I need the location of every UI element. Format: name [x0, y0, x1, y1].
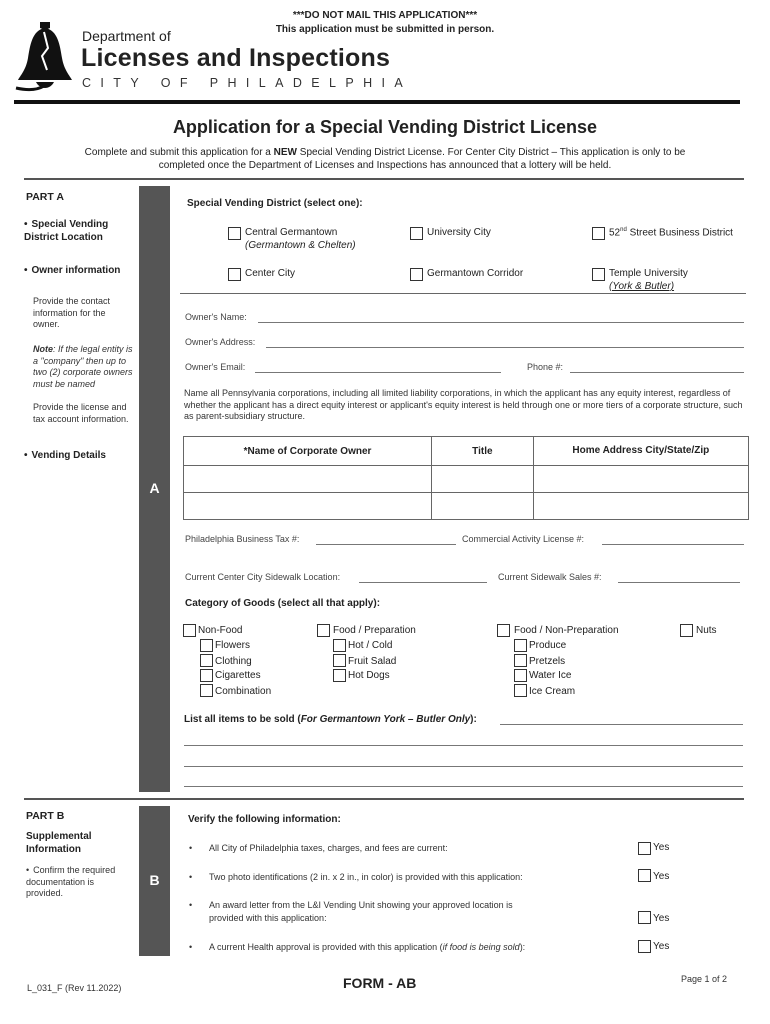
part-a-bottom-rule [24, 798, 744, 800]
intro-rule [24, 178, 744, 180]
supplemental-help: • Confirm the required documentation is provided. [26, 865, 122, 900]
sidebar-owner-info: • Owner information [24, 265, 120, 276]
verify-bullet: • [189, 942, 193, 952]
non-food-label: Non-Food [198, 625, 243, 636]
owner-email-label: Owner's Email: [185, 362, 246, 372]
table-row [184, 466, 749, 493]
dept-name: Licenses and Inspections [81, 44, 391, 72]
intro-text: Complete and submit this application for a NEW Special Vending District License. For Center City District – This application is only to be [84, 147, 686, 158]
verify-bullet: • [189, 872, 193, 882]
city-label: CITY OF PHILADELPHIA [82, 76, 413, 90]
business-tax-field[interactable] [316, 544, 456, 545]
hot-dogs-checkbox[interactable] [333, 669, 346, 682]
part-b-label: PART B [26, 810, 65, 822]
food-non-preparation-label: Food / Non-Preparation [514, 625, 619, 636]
hot-cold-label: Hot / Cold [348, 640, 393, 651]
license-help-text: Provide the license and tax account information. [33, 402, 129, 424]
table-cell[interactable] [432, 466, 534, 493]
verify-heading: Verify the following information: [188, 814, 341, 825]
page-number: Page 1 of 2 [681, 974, 728, 984]
verify-bullet: • [189, 843, 193, 853]
combination-label: Combination [215, 686, 272, 697]
verify-health-text: A current Health approval is provided with this application (if food is being sold): [209, 942, 526, 952]
taxes-yes-label: Yes [653, 842, 670, 853]
table-cell[interactable] [184, 466, 432, 493]
items-line-1[interactable] [500, 724, 743, 725]
cigarettes-checkbox[interactable] [200, 669, 213, 682]
goods-heading: Category of Goods (select all that apply): [185, 598, 381, 609]
central-germantown-label: Central Germantown [245, 227, 338, 238]
intro-text-line2: completed once the Department of Licenses and Inspections has announced that a lottery will be held. [158, 160, 612, 171]
nuts-label: Nuts [696, 625, 717, 636]
center-city-checkbox[interactable] [228, 268, 241, 281]
central-germantown-checkbox[interactable] [228, 227, 241, 240]
verify-bullet: • [189, 900, 193, 910]
dept-of-label: Department of [82, 28, 171, 44]
table-cell[interactable] [184, 493, 432, 520]
owner-address-label: Owner's Address: [185, 337, 256, 347]
pretzels-label: Pretzels [529, 656, 566, 667]
table-cell[interactable] [533, 493, 748, 520]
water-ice-checkbox[interactable] [514, 669, 527, 682]
owner-address-field[interactable] [266, 347, 744, 348]
hot-dogs-label: Hot Dogs [348, 670, 390, 681]
corporation-note: Name all Pennsylvania corporations, including all limited liability corporations, in which the applicant has any equity interest, regardless of whether the applicant has a direct equity interest or applicant's equity interest is held through one or more tiers of a corporate structure, such as parent-subsidiary structure. [184, 388, 743, 421]
district-rule [180, 293, 746, 294]
clothing-label: Clothing [215, 656, 252, 667]
central-germantown-sub: (Germantown & Chelten) [245, 240, 356, 251]
supplemental-heading: Supplemental Information [26, 831, 92, 855]
verify-award-text: An award letter from the L&I Vending Unit showing your approved location is [209, 900, 513, 910]
hot-cold-checkbox[interactable] [333, 639, 346, 652]
award-letter-yes-label: Yes [653, 913, 670, 924]
university-city-label: University City [427, 227, 491, 238]
clothing-checkbox[interactable] [200, 654, 213, 667]
food-non-preparation-checkbox[interactable] [497, 624, 510, 637]
sidebar-vending-details: • Vending Details [24, 450, 106, 461]
table-cell[interactable] [432, 493, 534, 520]
ice-cream-checkbox[interactable] [514, 684, 527, 697]
flowers-label: Flowers [215, 640, 251, 651]
col-header-corporate-owner: *Name of Corporate Owner [184, 437, 432, 466]
health-approval-checkbox[interactable] [638, 940, 651, 953]
commercial-license-label: Commercial Activity License #: [462, 534, 585, 544]
verify-taxes-text: All City of Philadelphia taxes, charges, and fees are current: [209, 843, 448, 853]
items-line-3[interactable] [184, 766, 743, 767]
fruit-salad-label: Fruit Salad [348, 656, 397, 667]
submit-notice: This application must be submitted in person. [275, 24, 495, 35]
temple-university-checkbox[interactable] [592, 268, 605, 281]
owner-name-field[interactable] [258, 322, 744, 323]
produce-label: Produce [529, 640, 567, 651]
col-header-title: Title [432, 437, 534, 466]
cigarettes-label: Cigarettes [215, 670, 261, 681]
temple-university-sub: (York & Butler) [609, 281, 675, 292]
sidewalk-location-field[interactable] [359, 582, 487, 583]
items-line-4[interactable] [184, 786, 743, 787]
header-rule [14, 100, 740, 104]
owner-email-field[interactable] [255, 372, 501, 373]
phone-field[interactable] [570, 372, 744, 373]
produce-checkbox[interactable] [514, 639, 527, 652]
part-a-label: PART A [26, 191, 64, 203]
fifty-second-street-checkbox[interactable] [592, 227, 605, 240]
corporate-owner-table [183, 436, 749, 520]
combination-checkbox[interactable] [200, 684, 213, 697]
photo-id-checkbox[interactable] [638, 869, 651, 882]
business-tax-label: Philadelphia Business Tax #: [185, 534, 300, 544]
center-city-label: Center City [245, 268, 296, 279]
flowers-checkbox[interactable] [200, 639, 213, 652]
temple-university-label: Temple University [609, 268, 688, 279]
col-header-home-address: Home Address City/State/Zip [533, 437, 748, 466]
fruit-salad-checkbox[interactable] [333, 654, 346, 667]
health-yes-label: Yes [653, 941, 670, 952]
ice-cream-label: Ice Cream [529, 686, 576, 697]
table-row [184, 493, 749, 520]
items-to-sell-label: List all items to be sold (For Germantown York – Butler Only): [184, 714, 477, 725]
photo-id-yes-label: Yes [653, 871, 670, 882]
verify-photo-text: Two photo identifications (2 in. x 2 in., in color) is provided with this application: [209, 872, 523, 882]
nuts-checkbox[interactable] [680, 624, 693, 637]
sidewalk-sales-label: Current Sidewalk Sales #: [498, 572, 602, 582]
table-cell[interactable] [533, 466, 748, 493]
germantown-corridor-label: Germantown Corridor [427, 268, 524, 279]
water-ice-label: Water Ice [529, 670, 572, 681]
owner-name-label: Owner's Name: [185, 312, 247, 322]
form-name: FORM - AB [343, 975, 417, 991]
taxes-current-checkbox[interactable] [638, 842, 651, 855]
owner-help-text: Provide the contact information for the owner. [33, 296, 111, 329]
district-heading: Special Vending District (select one): [187, 198, 363, 209]
award-letter-checkbox[interactable] [638, 911, 651, 924]
mail-notice: ***DO NOT MAIL THIS APPLICATION*** [292, 10, 478, 21]
sidebar-district-location: • Special Vending District Location [24, 218, 134, 244]
items-line-2[interactable] [184, 745, 743, 746]
sidewalk-sales-field[interactable] [618, 582, 740, 583]
form-code: L_031_F (Rev 11.2022) [27, 983, 122, 993]
sidewalk-location-label: Current Center City Sidewalk Location: [185, 572, 341, 582]
page-title: Application for a Special Vending District License [172, 117, 598, 137]
non-food-checkbox[interactable] [183, 624, 196, 637]
verify-award-text-line2: provided with this application: [209, 913, 327, 923]
phone-label: Phone #: [527, 362, 564, 372]
part-b-letter: B [149, 872, 160, 888]
germantown-corridor-checkbox[interactable] [410, 268, 423, 281]
part-a-letter: A [149, 480, 160, 496]
fifty-second-street-label: 52nd Street Business District [609, 227, 733, 239]
owner-note: Note: If the legal entity is a "company" then up to two (2) corporate owners must be named [33, 344, 133, 389]
university-city-checkbox[interactable] [410, 227, 423, 240]
commercial-license-field[interactable] [602, 544, 744, 545]
liberty-bell-logo-icon [14, 18, 76, 94]
pretzels-checkbox[interactable] [514, 654, 527, 667]
food-preparation-checkbox[interactable] [317, 624, 330, 637]
food-preparation-label: Food / Preparation [333, 625, 416, 636]
